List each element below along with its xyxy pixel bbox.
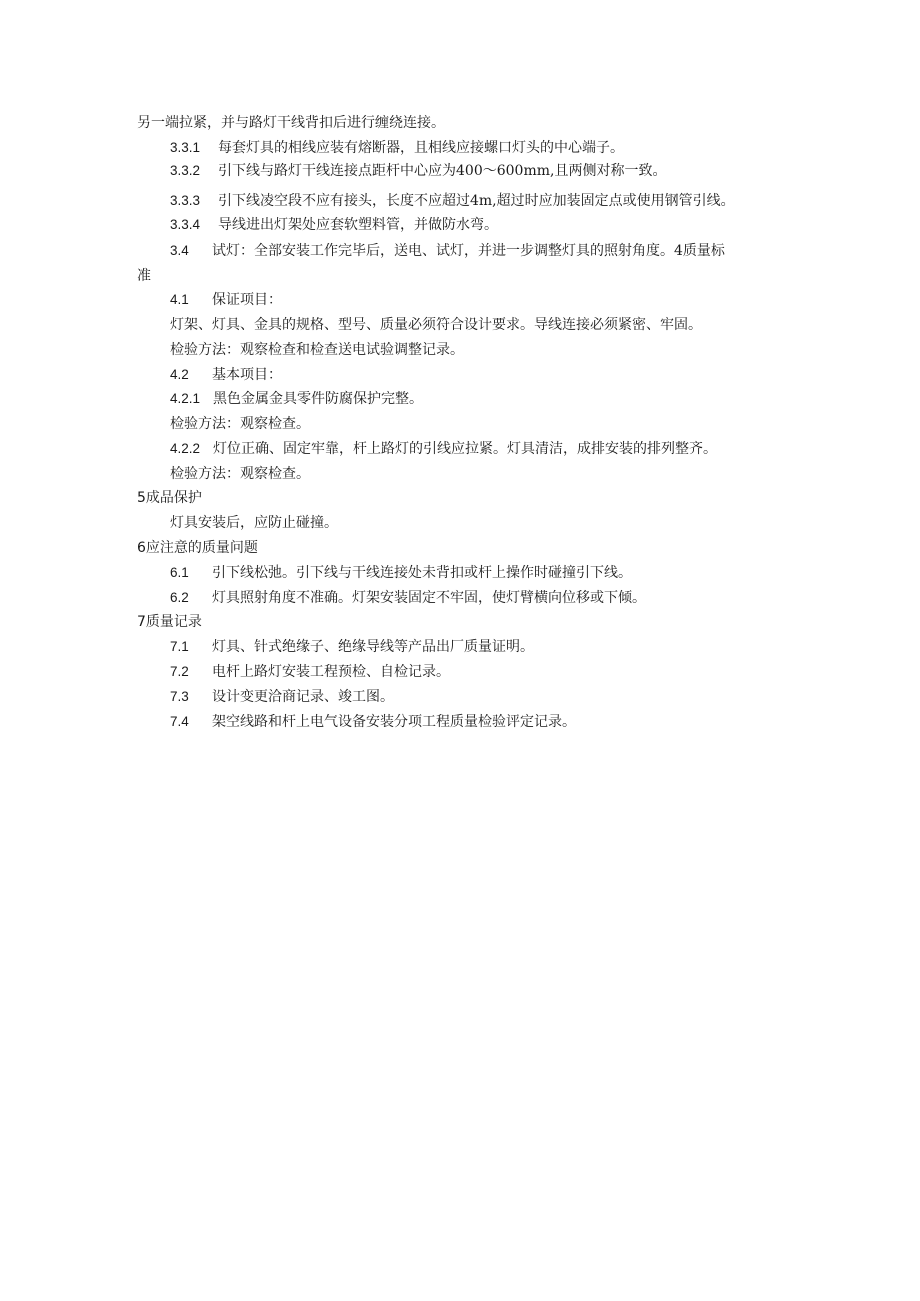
clause-number: 6.2: [170, 590, 189, 605]
paragraph-text: 灯架、灯具、金具的规格、型号、质量必须符合设计要求。导线连接必须紧密、牢固。: [170, 317, 702, 333]
clause-number: 6.1: [170, 565, 189, 580]
clause-3-3-3: [170, 191, 800, 211]
clause-number: 4.2.2: [170, 441, 201, 456]
section-heading-6: [137, 538, 797, 558]
clause-text: 引下线松弛。引下线与干线连接处未背扣或杆上操作时碰撞引下线。: [212, 565, 632, 581]
clause-7-1: [170, 637, 800, 657]
clause-3-3-2: [170, 161, 800, 181]
paragraph-text: 检验方法：观察检查。: [170, 466, 310, 482]
clause-4-1: [170, 290, 800, 310]
clause-text: 引下线凌空段不应有接头，长度不应超过4m,超过时应加装固定点或使用钢管引线。: [218, 193, 735, 209]
clause-text: 设计变更洽商记录、竣工图。: [212, 689, 394, 705]
clause-text: 试灯：全部安装工作完毕后，送电、试灯，并进一步调整灯具的照射角度。4质量标: [212, 243, 725, 259]
clause-text: 引下线与路灯干线连接点距杆中心应为400～600mm,且两侧对称一致。: [218, 163, 667, 179]
clause-3-3-1: [170, 138, 800, 158]
heading-text: 7质量记录: [137, 614, 202, 630]
clause-4-2: [170, 365, 800, 385]
clause-3-4: [170, 241, 800, 261]
clause-text: 黑色金属金具零件防腐保护完整。: [213, 391, 423, 407]
clause-number: 7.4: [170, 714, 189, 729]
clause-text: 保证项目：: [212, 292, 282, 308]
heading-text: 5成品保护: [137, 490, 202, 506]
inspection-method: [170, 340, 800, 360]
paragraph-requirement: [170, 315, 800, 335]
paragraph-text: 检验方法：观察检查和检查送电试验调整记录。: [170, 342, 464, 358]
clause-text: 电杆上路灯安装工程预检、自检记录。: [212, 664, 450, 680]
clause-6-1: [170, 563, 800, 583]
clause-number: 3.3.2: [170, 163, 201, 178]
clause-text: 灯具照射角度不准确。灯架安装固定不牢固，使灯臂横向位移或下倾。: [212, 590, 646, 606]
clause-number: 3.4: [170, 243, 189, 258]
clause-number: 4.1: [170, 292, 189, 307]
clause-number: 4.2.1: [170, 391, 201, 406]
clause-number: 7.3: [170, 689, 189, 704]
paragraph-continuation: [137, 113, 797, 133]
clause-text: 灯位正确、固定牢靠，杆上路灯的引线应拉紧。灯具清洁，成排安装的排列整齐。: [213, 441, 717, 457]
clause-text: 架空线路和杆上电气设备安装分项工程质量检验评定记录。: [212, 714, 576, 730]
clause-4-2-2: [170, 439, 800, 459]
clause-7-3: [170, 687, 800, 707]
section-heading-5: [137, 488, 797, 508]
inspection-method: [170, 414, 800, 434]
paragraph-text: 准: [137, 268, 151, 284]
clause-7-2: [170, 662, 800, 682]
paragraph-text: 另一端拉紧，并与路灯干线背扣后进行缠绕连接。: [137, 115, 445, 131]
section-heading-7: [137, 612, 797, 632]
clause-4-2-1: [170, 389, 800, 409]
inspection-method: [170, 464, 800, 484]
clause-7-4: [170, 712, 800, 732]
clause-number: 3.3.4: [170, 217, 201, 232]
clause-text: 灯具、针式绝缘子、绝缘导线等产品出厂质量证明。: [212, 639, 534, 655]
clause-number: 4.2: [170, 367, 189, 382]
clause-text: 基本项目：: [212, 367, 282, 383]
heading-text: 6应注意的质量问题: [137, 540, 258, 556]
clause-number: 7.1: [170, 639, 189, 654]
paragraph-protection: [170, 513, 800, 533]
clause-number: 3.3.1: [170, 140, 201, 155]
clause-text: 每套灯具的相线应装有熔断器，且相线应接螺口灯头的中心端子。: [218, 140, 624, 156]
clause-3-3-4: [170, 215, 800, 235]
clause-number: 7.2: [170, 664, 189, 679]
paragraph-text: 灯具安装后，应防止碰撞。: [170, 515, 338, 531]
clause-text: 导线进出灯架处应套软塑料管，并做防水弯。: [218, 217, 498, 233]
clause-number: 3.3.3: [170, 193, 201, 208]
clause-6-2: [170, 588, 800, 608]
wrapped-line: [137, 266, 797, 286]
paragraph-text: 检验方法：观察检查。: [170, 416, 310, 432]
